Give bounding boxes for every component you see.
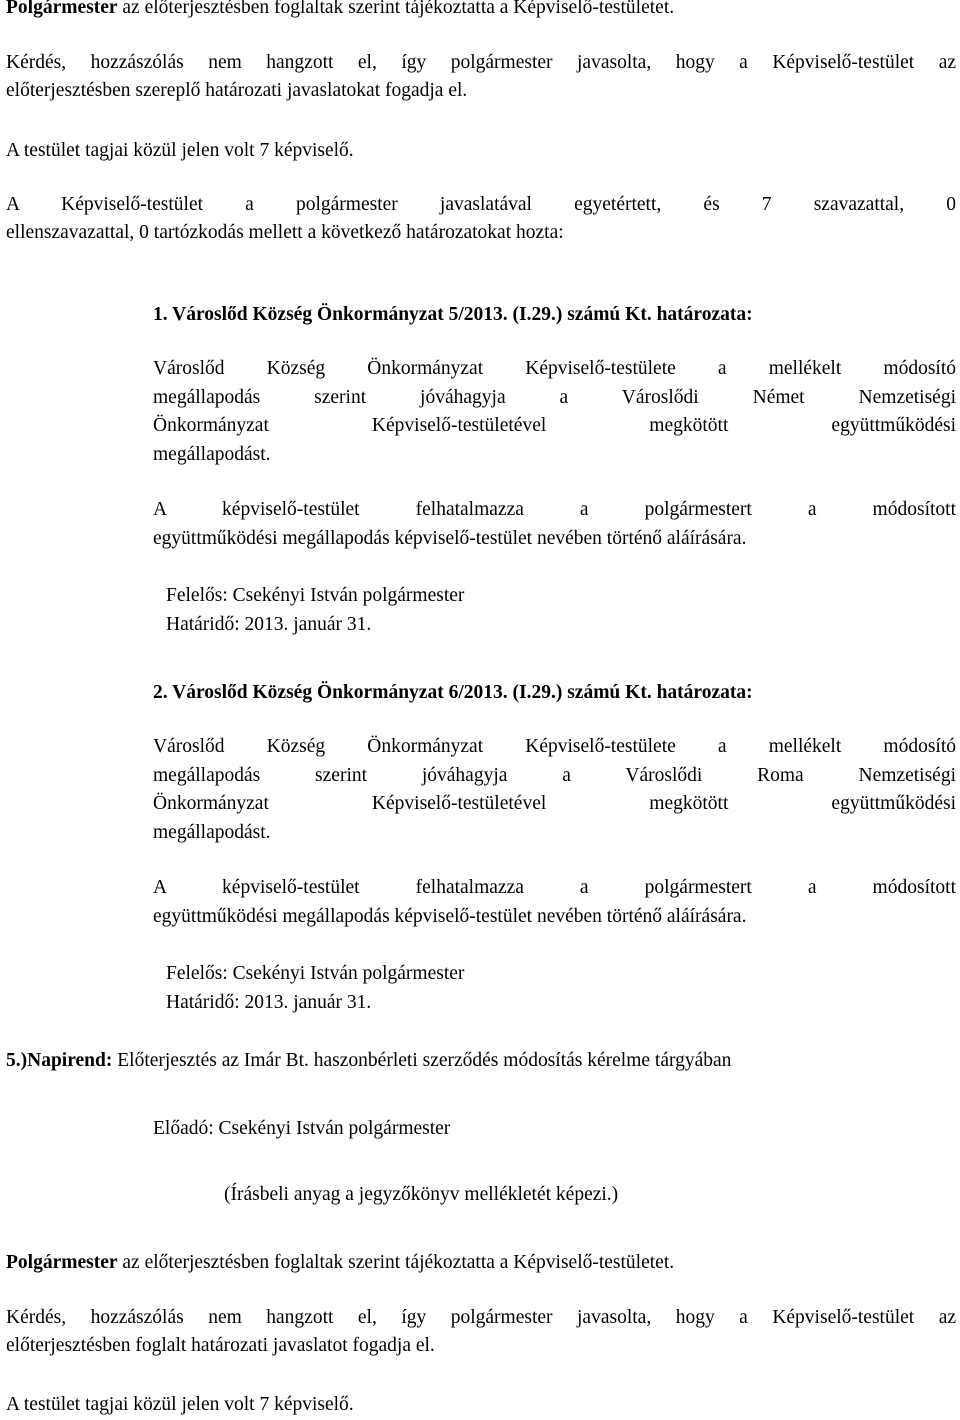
resolution-2-auth-line-1: A képviselő-testület felhatalmazza a polgármestert a módosított (153, 877, 956, 898)
resolution-1-line-3: Önkormányzat Képviselő-testületével megkötött együttműködési (153, 415, 956, 436)
resolution-2-deadline: Határidő: 2013. január 31. (166, 991, 372, 1013)
question-paragraph (6, 49, 956, 105)
question-line-2: előterjesztésben szereplő határozati javaslatokat fogadja el. (6, 80, 468, 101)
resolution-1-line-4: megállapodást. (153, 443, 271, 465)
written-material-note: (Írásbeli anyag a jegyzőkönyv mellékletét képezi.) (224, 1184, 619, 1205)
resolution-2-responsibility (166, 960, 866, 1017)
resolution-2-line-4: megállapodást. (153, 821, 271, 843)
question-2-line-2: előterjesztésben foglalt határozati javaslatot fogadja el. (6, 1335, 435, 1356)
agenda-label: 5.)Napirend: (6, 1050, 113, 1071)
vote-paragraph (6, 191, 956, 247)
mayor-info-paragraph-2 (6, 1249, 956, 1277)
question-paragraph-2 (6, 1304, 956, 1360)
vote-line-1: A Képviselő-testület a polgármester javaslatával egyetértett, és 7 szavazattal, 0 (6, 194, 956, 215)
mayor-label: Polgármester (6, 0, 118, 18)
resolution-2-title: 2. Városlőd Község Önkormányzat 6/2013. (I.29.) számú Kt. határozata: (153, 682, 753, 703)
mayor-info-text: az előterjesztésben foglaltak szerint tájékoztatta a Képviselő-testületet. (117, 0, 675, 18)
mayor-label-2: Polgármester (6, 1252, 118, 1273)
resolution-2-responsible: Felelős: Csekényi István polgármester (166, 963, 465, 984)
vote-line-2: ellenszavazattal, 0 tartózkodás mellett a következő határozatokat hozta: (6, 222, 564, 243)
question-line-1: Kérdés, hozzászólás nem hangzott el, így polgármester javasolta, hogy a Képviselő-testület az (6, 52, 956, 73)
resolution-1-auth-line-2: együttműködési megállapodás képviselő-testület nevében történő aláírására. (153, 527, 747, 549)
attendance-paragraph-2: A testület tagjai közül jelen volt 7 képviselő. (6, 1394, 354, 1415)
mayor-info-paragraph (6, 0, 956, 22)
resolution-1-auth-line-1: A képviselő-testület felhatalmazza a polgármestert a módosított (153, 499, 956, 520)
mayor-info-text-2: az előterjesztésben foglaltak szerint tájékoztatta a Képviselő-testületet. (117, 1252, 675, 1273)
resolution-1-responsibility (166, 582, 866, 639)
resolution-1-title: 1. Városlőd Község Önkormányzat 5/2013. (I.29.) számú Kt. határozata: (153, 304, 753, 325)
resolution-1-authorization (153, 496, 956, 553)
resolution-1-body (153, 355, 956, 469)
resolution-2-line-2: megállapodás szerint jóváhagyja a Városlődi Roma Nemzetiségi (153, 764, 956, 786)
resolution-1-line-2: megállapodás szerint jóváhagyja a Városlődi Német Nemzetiségi (153, 386, 956, 408)
resolution-1-responsible: Felelős: Csekényi István polgármester (166, 585, 465, 606)
agenda-item-5 (6, 1047, 956, 1075)
question-2-line-1: Kérdés, hozzászólás nem hangzott el, így polgármester javasolta, hogy a Képviselő-testület az (6, 1307, 956, 1328)
resolution-2-auth-line-2: együttműködési megállapodás képviselő-testület nevében történő aláírására. (153, 905, 747, 927)
attendance-paragraph: A testület tagjai közül jelen volt 7 képviselő. (6, 140, 354, 161)
presenter-line: Előadó: Csekényi István polgármester (153, 1118, 451, 1139)
resolution-1-deadline: Határidő: 2013. január 31. (166, 613, 372, 635)
resolution-1-line-1: Városlőd Község Önkormányzat Képviselő-testülete a mellékelt módosító (153, 358, 956, 379)
resolution-2-line-3: Önkormányzat Képviselő-testületével megkötött együttműködési (153, 793, 956, 814)
resolution-2-line-1: Városlőd Község Önkormányzat Képviselő-testülete a mellékelt módosító (153, 736, 956, 757)
resolution-2-authorization (153, 874, 956, 931)
resolution-2-body (153, 733, 956, 847)
agenda-title: Előterjesztés az Imár Bt. haszonbérleti szerződés módosítás kérelme tárgyában (112, 1050, 732, 1071)
